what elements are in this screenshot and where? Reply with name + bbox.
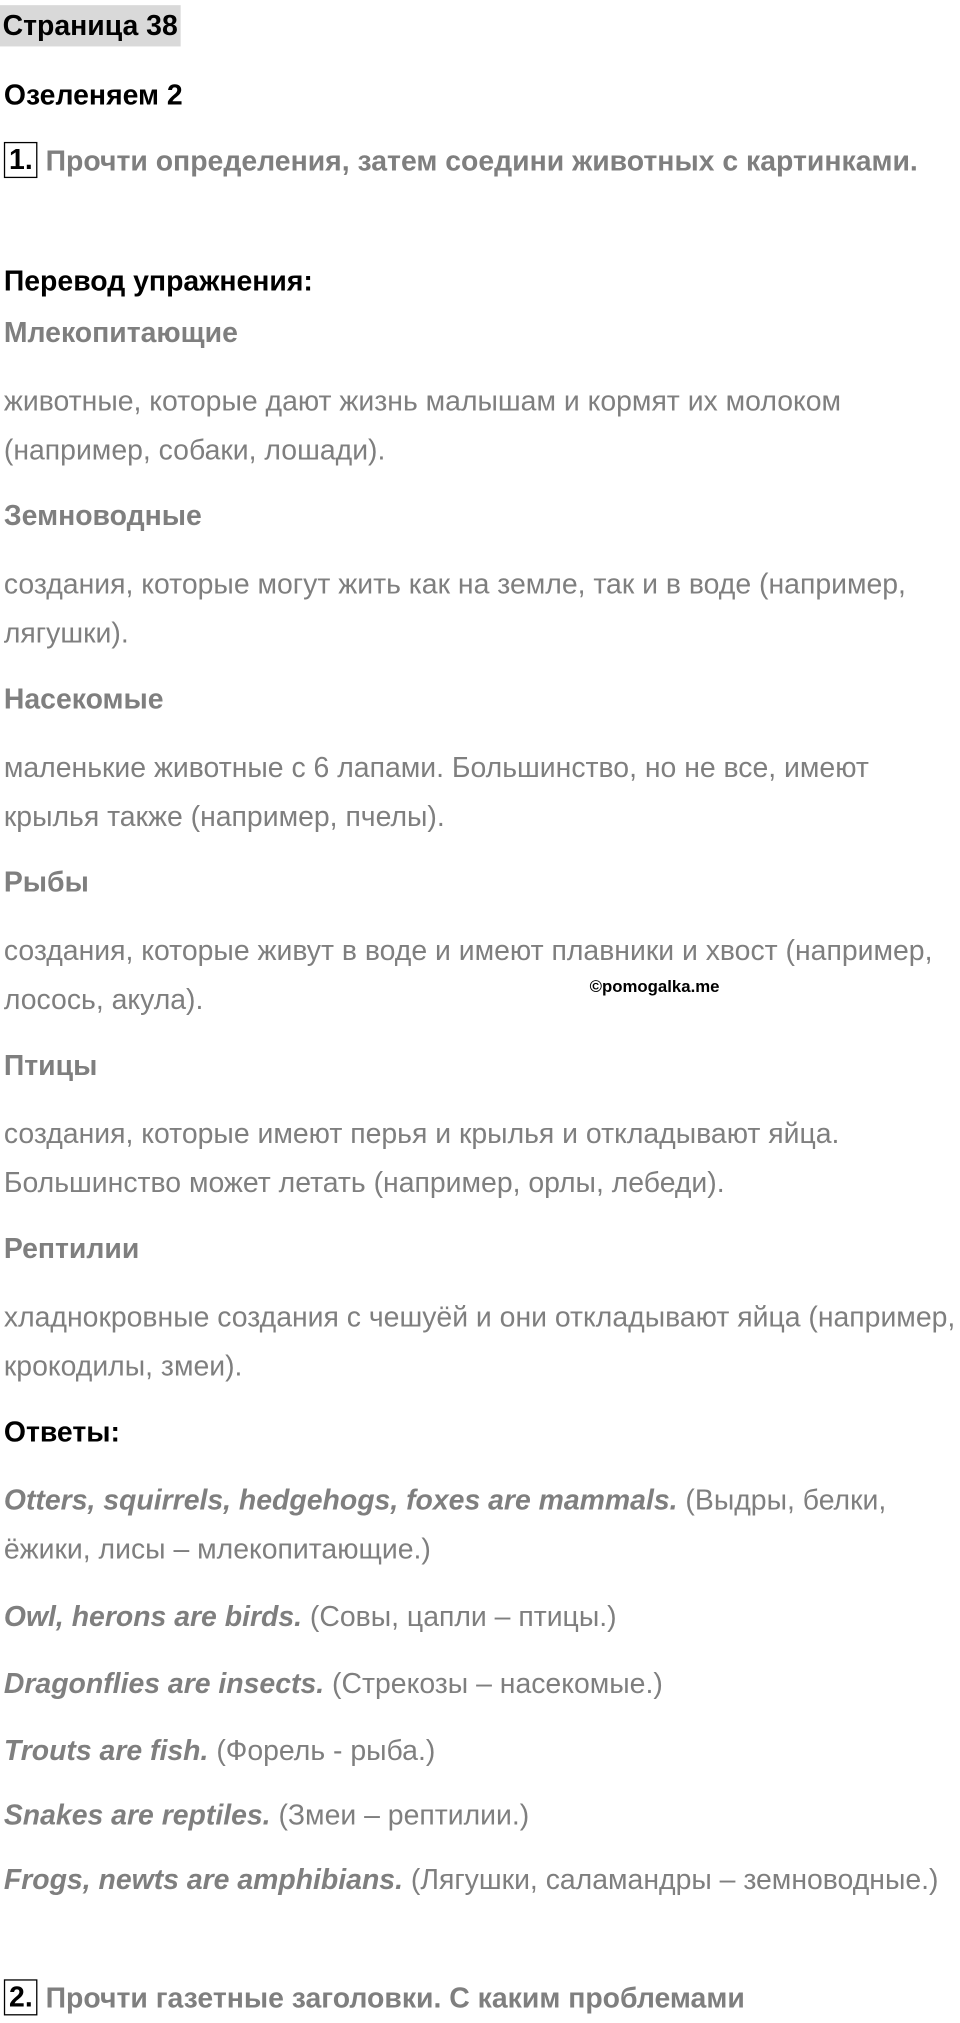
answer-russian: (Форель - рыба.) [216,1734,436,1767]
definition-text-birds: создания, которые имеют перья и крылья и откладывают яйца. Большинство может летать (например, орлы, лебеди). [3,1117,840,1199]
task-2-number: 2. [4,1979,38,2015]
answer-russian: (Совы, цапли – птицы.) [309,1599,617,1633]
definition-term-fish: Рыбы [3,865,89,899]
task-1 [4,137,946,186]
answer-russian: (Лягушки, саламандры – земноводные.) [410,1863,939,1896]
definition-text-fish: создания, которые живут в воде и имеют плавники и хвост (например, лосось, акула). [3,934,933,1016]
definition-term-mammals: Млекопитающие [3,316,238,349]
answer-russian: (Змеи – рептилии.) [278,1798,530,1831]
answer-item [4,1855,960,1904]
translation-heading: Перевод упражнения: [3,264,313,297]
answer-russian: (Выдры, белки, ёжики, лисы – млекопитающие.) [3,1483,887,1566]
answer-english: Dragonflies are insects. [3,1667,325,1700]
answers-heading: Ответы: [3,1415,120,1448]
definition-term-insects: Насекомые [3,682,164,715]
task-1-number: 1. [4,142,38,178]
answer-english: Snakes are reptiles. [3,1798,271,1831]
definition-text-amphibians: создания, которые могут жить как на земле, так и в воде (например, лягушки). [3,567,906,650]
definition-text-insects: маленькие животные с 6 лапами. Большинство, но не все, имеют крылья также (например, пчелы). [3,750,869,833]
task-2 [4,1974,946,2023]
definition-text-reptiles: хладнокровные создания с чешуёй и они откладывают яйца (например, крокодилы, змеи). [3,1300,956,1382]
answer-item [4,1726,960,1775]
answer-english: Otters, squirrels, hedgehogs, foxes are mammals. [3,1483,678,1517]
answer-item [4,1659,960,1708]
watermark-text: ©pomogalka.me [589,976,720,997]
answer-item [4,1791,960,1840]
answer-russian: (Стрекозы – насекомые.) [332,1667,663,1700]
answer-item [4,1592,960,1641]
task-1-text: Прочти определения, затем соедини животных с картинками. [45,144,918,177]
section-title: Озеленяем 2 [3,78,183,111]
page-number-label: Страница 38 [0,5,180,46]
definition-term-birds: Птицы [3,1049,98,1082]
answer-english: Owl, herons are birds. [3,1599,303,1633]
definition-text-mammals: животные, которые дают жизнь малышам и кормят их молоком (например, собаки, лошади). [3,384,842,466]
answer-item [4,1476,960,1574]
definition-term-amphibians: Земноводные [3,499,202,532]
answer-english: Trouts are fish. [3,1734,209,1767]
definition-term-reptiles: Рептилии [3,1232,140,1265]
task-2-text: Прочти газетные заголовки. С каким проблемами [45,1981,745,2015]
answer-english: Frogs, newts are amphibians. [3,1863,403,1896]
